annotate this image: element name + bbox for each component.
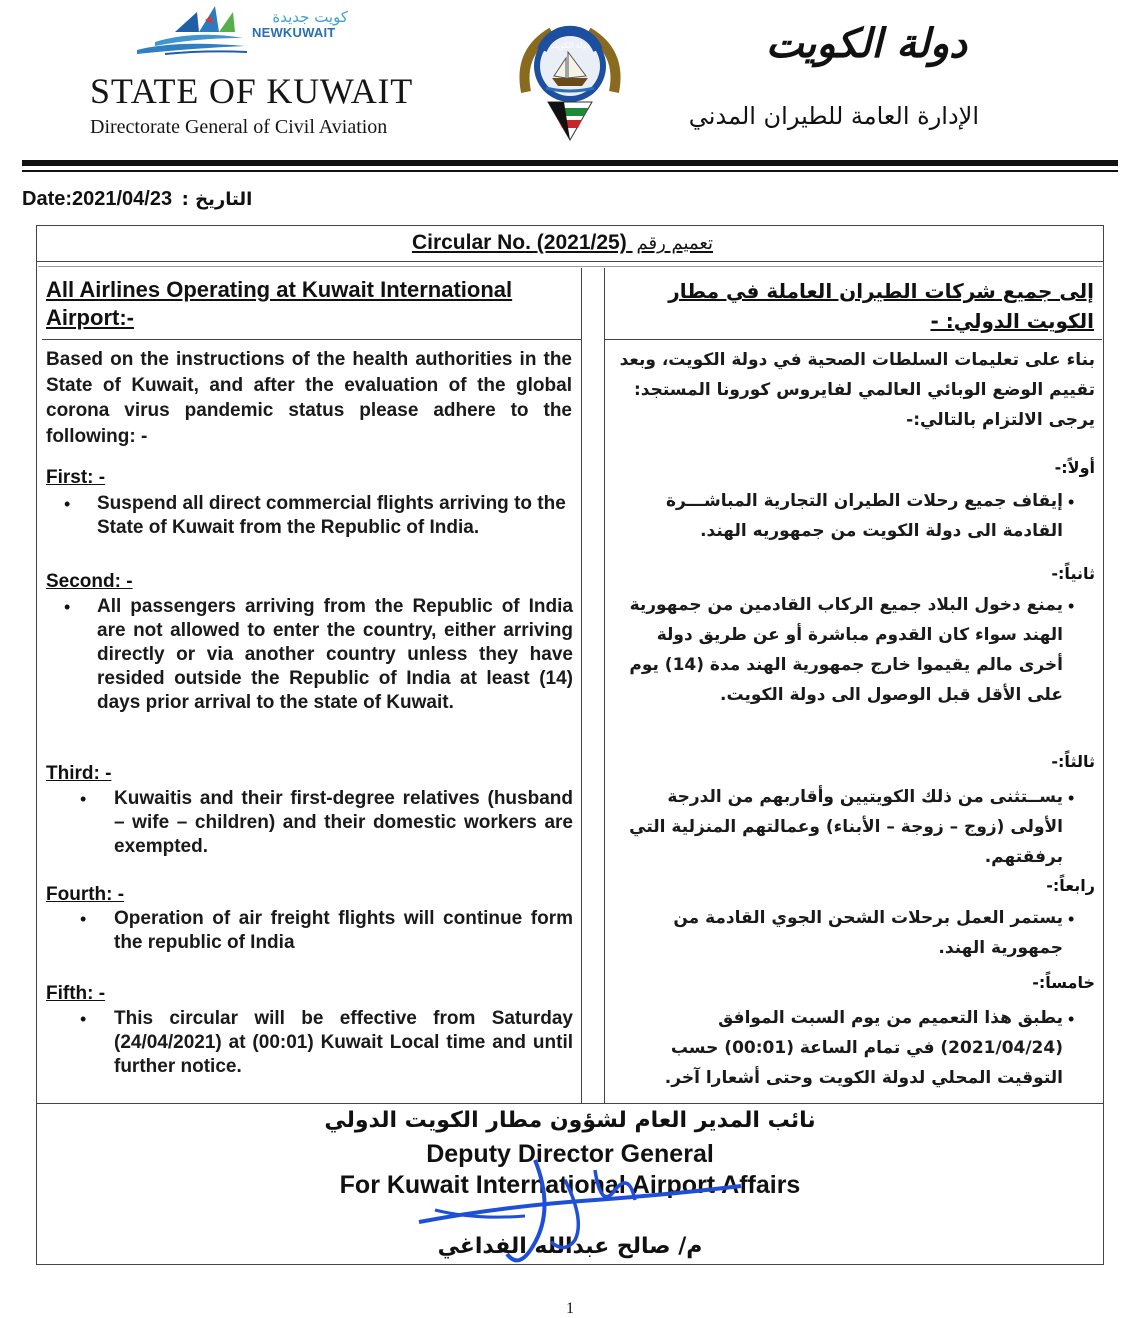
bullet-icon: • bbox=[1068, 788, 1075, 808]
state-of-kuwait-arabic: دولة الكويت bbox=[765, 20, 967, 67]
english-section-title: Fourth: - bbox=[46, 884, 125, 905]
bullet-icon: • bbox=[64, 597, 71, 617]
arabic-section-title: رابعاً:- bbox=[1046, 876, 1095, 895]
page-number: 1 bbox=[566, 1300, 574, 1317]
bullet-icon: • bbox=[1068, 1009, 1075, 1029]
circular-title bbox=[0, 231, 1125, 255]
arabic-section-title: أولاً:- bbox=[1054, 458, 1095, 477]
signature-divider bbox=[36, 1103, 1104, 1104]
header-rule-thick bbox=[22, 160, 1118, 166]
circular-number-ar: تعميم رقم bbox=[636, 233, 714, 254]
english-section-title: Second: - bbox=[46, 571, 133, 592]
arabic-intro: بناء على تعليمات السلطات الصحية في دولة الكويت، وبعد تقييم الوضع الوبائي العالمي لفايروس كورونا المستجد: يرجى الالتزام بالتالي:- bbox=[619, 350, 1095, 430]
bullet-icon: • bbox=[1068, 492, 1075, 512]
english-heading: All Airlines Operating at Kuwait International Airport:- bbox=[46, 277, 513, 330]
kuwait-emblem-icon bbox=[512, 22, 628, 142]
english-section-title: Fifth: - bbox=[46, 983, 106, 1004]
new-kuwait-arabic: كويت جديدة bbox=[272, 8, 348, 26]
english-intro: Based on the instructions of the health authorities in the State of Kuwait, and after the evaluation of the global corona virus pandemic status please adhere to the following: - bbox=[46, 349, 572, 447]
english-section-title: First: - bbox=[46, 467, 106, 488]
english-section-text: All passengers arriving from the Republic of India are not allowed to enter the country, either arriving directly or via another country unless they have resided outside the Republic of India at least (14) days prior arrival to the state of Kuwait. bbox=[97, 596, 573, 713]
state-of-kuwait-title: STATE OF KUWAIT bbox=[90, 71, 414, 111]
date-en: Date:2021/04/23 bbox=[22, 188, 173, 210]
english-section-title: Third: - bbox=[46, 763, 112, 784]
arabic-section-text: يستمر العمل برحلات الشحن الجوي القادمة من جمهورية الهند. bbox=[673, 908, 1063, 958]
circular-number-en: Circular No. (2021/25) bbox=[411, 231, 627, 254]
english-section-text: Kuwaitis and their first-degree relatives (husband – wife – children) and their domestic workers are exempted. bbox=[114, 788, 573, 857]
english-section-text: Suspend all direct commercial flights arriving to the State of Kuwait from the Republic of India. bbox=[97, 493, 566, 538]
header-rule-thin bbox=[22, 170, 1118, 172]
dgca-subtitle-ar: الإدارة العامة للطيران المدني bbox=[688, 102, 979, 130]
arabic-section-title: ثالثاً:- bbox=[1051, 752, 1095, 771]
emblem-inscription: دولة الكويت bbox=[550, 41, 590, 50]
bullet-icon: • bbox=[1068, 909, 1075, 929]
arabic-section-text: يســتثنى من ذلك الكويتيين وأقاربهم من الدرجة الأولى (زوج – زوجة – الأبناء) وعمالتهم المنزلية التي برفقتهم. bbox=[629, 787, 1063, 867]
english-section-text: Operation of air freight flights will continue form the republic of India bbox=[114, 908, 573, 953]
arabic-section-text: يطبق هذا التعميم من يوم السبت الموافق (2021/04/24) في تمام الساعة (00:01) حسب التوقيت المحلي لدولة الكويت وحتى أشعارا آخر. bbox=[664, 1008, 1063, 1088]
signatory-title-en: Deputy Director General bbox=[426, 1140, 714, 1168]
english-heading-divider bbox=[42, 339, 582, 340]
arabic-heading-divider bbox=[604, 339, 1102, 340]
bullet-icon: • bbox=[80, 909, 87, 929]
new-kuwait-english: NEWKUWAIT bbox=[252, 25, 336, 40]
dgca-subtitle-en: Directorate General of Civil Aviation bbox=[90, 116, 388, 138]
date-line bbox=[22, 188, 252, 211]
new-kuwait-wordmark bbox=[252, 8, 362, 40]
arabic-section-text: يمنع دخول البلاد جميع الركاب القادمين من جمهورية الهند سواء كان القدوم مباشرة أو عن طريق دولة أخرى مالم يقيموا خارج جمهورية الهند مدة (14) يوم على الأقل قبل الوصول الى دولة الكويت. bbox=[629, 595, 1063, 705]
english-section-text: This circular will be effective from Saturday (24/04/2021) at (00:01) Kuwait Local time and until further notice. bbox=[114, 1008, 573, 1077]
date-ar-label: : التاريخ bbox=[181, 189, 253, 210]
bullet-icon: • bbox=[1068, 596, 1075, 616]
title-row-divider bbox=[36, 261, 1104, 262]
arabic-section-title: ثانياً:- bbox=[1051, 564, 1095, 583]
signatory-department-en: For Kuwait International Airport Affairs bbox=[339, 1171, 801, 1199]
bullet-icon: • bbox=[80, 1009, 87, 1029]
arabic-section-text: إيقاف جميع رحلات الطيران التجارية المباشـــرة القادمة الى دولة الكويت من جمهوريه الهند. bbox=[666, 491, 1063, 541]
bullet-icon: • bbox=[64, 494, 71, 514]
signatory-title-ar: نائب المدير العام لشؤون مطار الكويت الدولي bbox=[324, 1108, 816, 1133]
arabic-section-title: خامساً:- bbox=[1032, 973, 1095, 992]
signatory-name-ar: م/ صالح عبدالله الفداغي bbox=[437, 1234, 703, 1259]
bullet-icon: • bbox=[80, 789, 87, 809]
arabic-heading: إلى جميع شركات الطيران العاملة في مطار الكويت الدولي: - bbox=[668, 279, 1094, 333]
